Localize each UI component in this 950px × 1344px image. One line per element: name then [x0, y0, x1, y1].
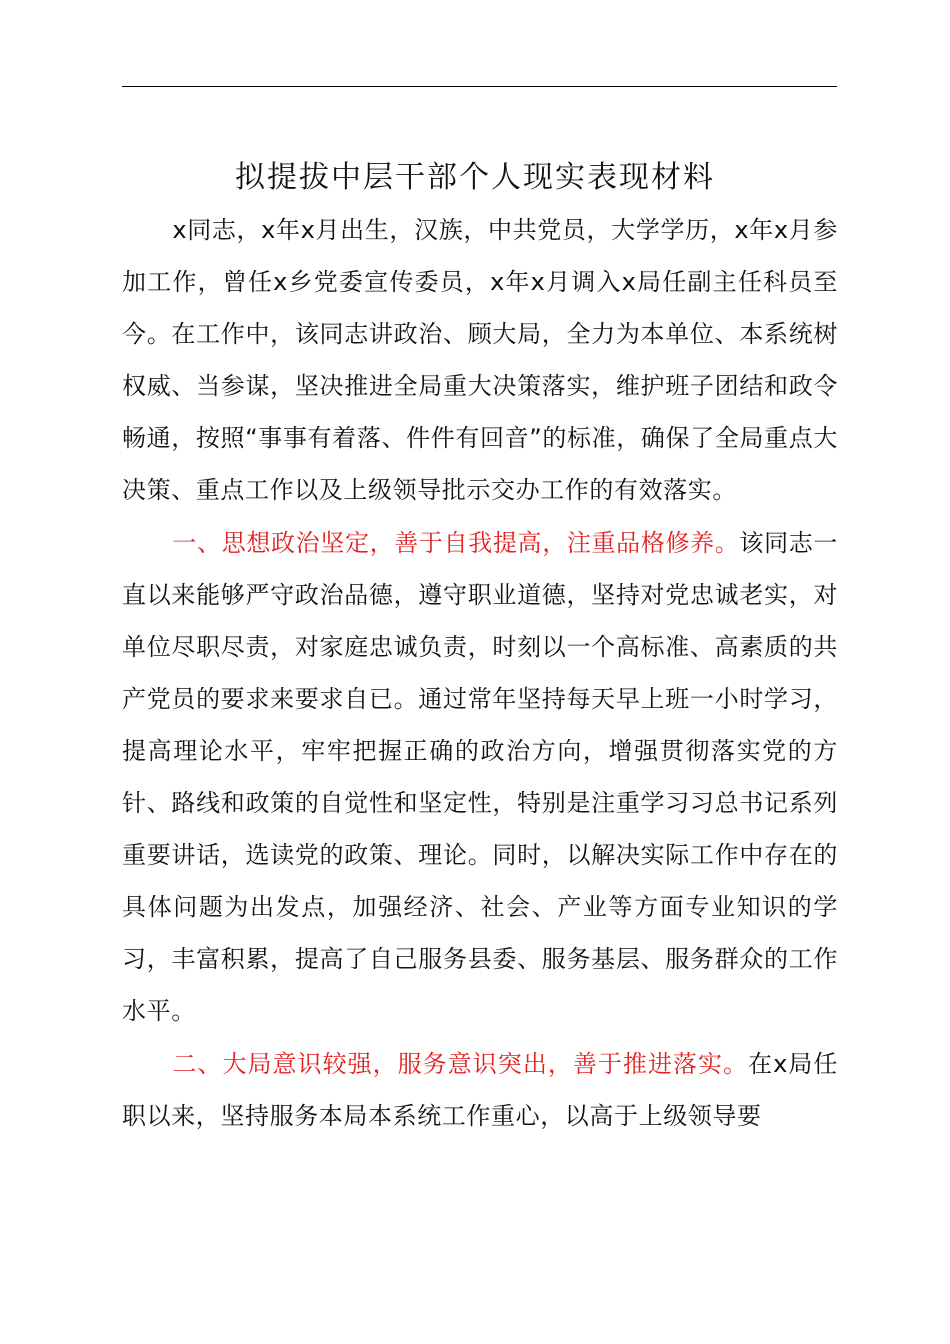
section-1-text: 该同志一直以来能够严守政治品德，遵守职业道德，坚持对党忠诚老实，对单位尽职尽责，对家庭忠诚负责，时刻以一个高标准、高素质的共产党员的要求来要求自已。通过常年坚持每天早上班一小时学习，提高理论水平，牢牢把握正确的政治方向，增强贯彻落实党的方针、路线和政策的自觉性和坚定性，特别是注重学习习总书记系列重要讲话，选读党的政策、理论。同时，以解决实际工作中存在的具体问题为出发点，加强经济、社会、产业等方面专业知识的学习，丰富积累，提高了自己服务县委、服务基层、服务群众的工作水平。 [122, 528, 838, 1026]
section-1-heading: 一、思想政治坚定，善于自我提高，注重品格修养。 [172, 528, 740, 557]
section-2-heading: 二、大局意识较强，服务意识突出，善于推进落实。 [172, 1049, 749, 1078]
document-body [122, 204, 838, 1142]
section-2-text: 在x局任职以来，坚持服务本局本系统工作重心，以高于上级领导要 [122, 1049, 838, 1130]
intro-paragraph: x同志，x年x月出生，汉族，中共党员，大学学历，x年x月参加工作，曾任x乡党委宣传委员，x年x月调入x局任副主任科员至今。在工作中，该同志讲政治、顾大局，全力为本单位、本系统树权威、当参谋，坚决推进全局重大决策落实，维护班子团结和政令畅通，按照“事事有着落、件件有回音”的标准，确保了全局重点大决策、重点工作以及上级领导批示交办工作的有效落实。 [122, 216, 838, 505]
document-title: 拟提拔中层干部个人现实表现材料 [235, 160, 715, 195]
section-2-paragraph [122, 1038, 838, 1142]
section-1-paragraph [122, 517, 838, 1038]
header-rule [122, 86, 837, 87]
